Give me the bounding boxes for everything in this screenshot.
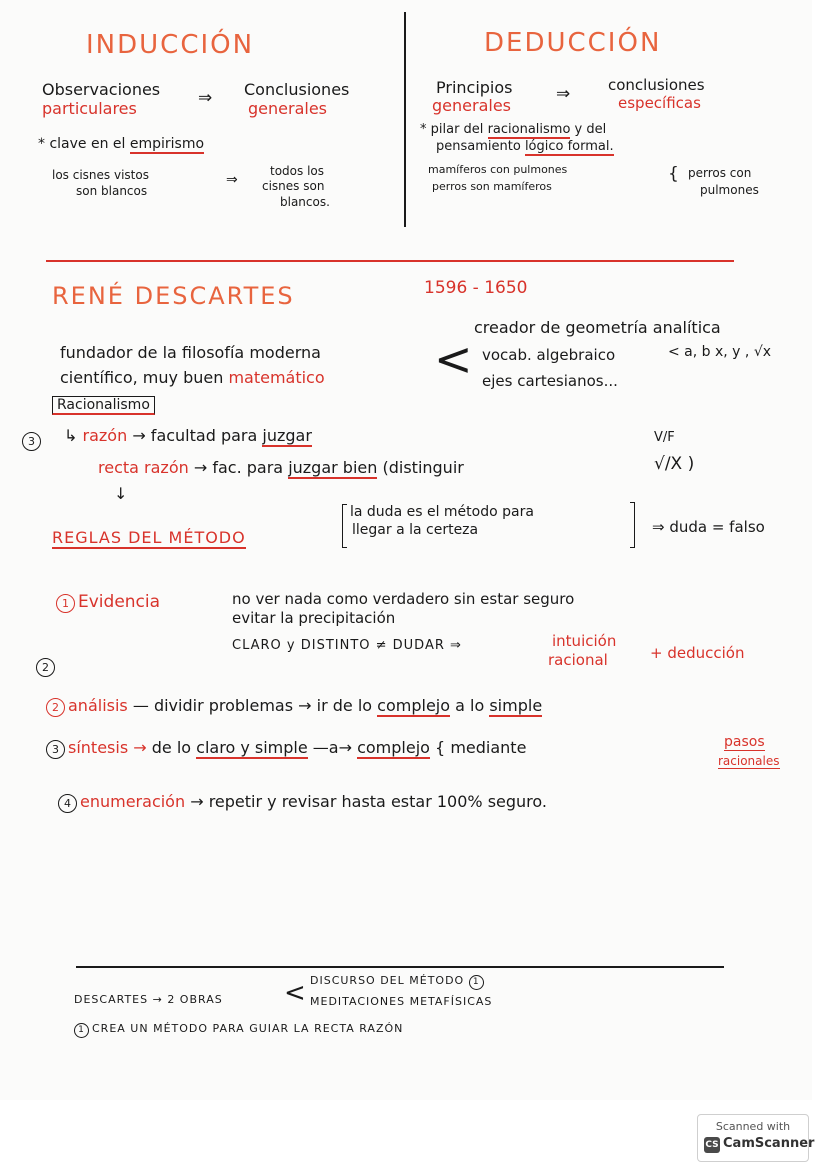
simple-text: simple	[489, 696, 543, 715]
principios-text: Principios	[436, 78, 513, 97]
example-perros: perros son mamíferos	[432, 180, 552, 193]
regla-1-desc-b: evitar la precipitación	[232, 609, 396, 627]
empirismo-text: empirismo	[129, 136, 205, 152]
scanned-with-text: Scanned with	[715, 1120, 791, 1133]
check-x-text: √/X )	[654, 454, 695, 474]
juzgar-bien-text: juzgar bien	[288, 458, 378, 477]
creador-text: creador de geometría analítica	[474, 318, 721, 337]
racionalismo-ul: racionalismo	[487, 122, 571, 137]
pensamiento-text: pensamiento lógico formal.	[436, 139, 614, 154]
circled-1-icon: 1	[56, 594, 75, 613]
logico-ul: lógico formal.	[524, 139, 614, 154]
angle-bracket-icon: <	[434, 332, 473, 386]
racional-text: racional	[548, 651, 608, 669]
bracket-right	[630, 502, 635, 548]
brace-icon: {	[668, 164, 679, 184]
regla-3: 3 síntesis → de lo claro y simple —a→ complejo { mediante	[46, 738, 526, 759]
clave-text: * clave en el empirismo	[38, 136, 205, 152]
footer-crea: 1 CREA UN MÉTODO PARA GUIAR LA RECTA RAZÓN	[74, 1022, 403, 1038]
circled-3-icon: 3	[22, 430, 44, 451]
vocab-symbols: < a, b x, y , √x	[668, 344, 772, 360]
circled-2-red-icon: 2	[46, 698, 65, 717]
recta-razon-line: recta razón → fac. para juzgar bien (distinguir	[98, 458, 464, 477]
induccion-arrow: ⇒	[198, 88, 213, 108]
example-perros-pulmones-b: pulmones	[700, 183, 759, 197]
especificas-text: específicas	[618, 94, 701, 112]
deduccion-title: DEDUCCIÓN	[484, 28, 662, 58]
circled-4-icon: 4	[58, 794, 77, 813]
complejo2-text: complejo	[357, 738, 430, 757]
descartes-title: RENÉ DESCARTES	[52, 282, 295, 310]
razon-text: razón	[82, 426, 128, 445]
fundador-text: fundador de la filosofía moderna	[60, 343, 321, 362]
duda-line-a: la duda es el método para	[350, 504, 534, 520]
racionalismo-box: Racionalismo	[52, 396, 155, 415]
cientifico-text: científico, muy buen matemático	[60, 368, 325, 387]
circled-3-icon-b: 3	[46, 740, 65, 759]
example-arrow: ⇒	[226, 172, 238, 188]
regla-4: 4 enumeración → repetir y revisar hasta estar 100% seguro.	[58, 792, 547, 813]
particulares-text: particulares	[42, 99, 137, 118]
razon-line: ↳ razón → facultad para juzgar	[64, 426, 312, 445]
example-mamiferos: mamíferos con pulmones	[428, 163, 568, 176]
camscanner-badge	[697, 1114, 815, 1162]
claro-simple-text: claro y simple	[196, 738, 308, 757]
duda-line-b: llegar a la certeza	[352, 522, 479, 538]
vf-text: V/F	[654, 430, 675, 445]
induccion-title: INDUCCIÓN	[86, 30, 255, 60]
regla-1: 1 Evidencia	[56, 592, 160, 613]
duda-falso-text: ⇒ duda = falso	[652, 518, 765, 536]
footer-divider	[76, 966, 724, 968]
bracket-left	[342, 504, 347, 548]
vertical-divider	[404, 12, 406, 227]
deduccion-text: + deducción	[650, 644, 745, 662]
reglas-title: REGLAS DEL MÉTODO	[52, 528, 246, 547]
circled-1-footer-icon-b: 1	[74, 1023, 89, 1038]
conclusiones-ded-text: conclusiones	[608, 76, 705, 94]
example-cisnes-2b: cisnes son	[262, 179, 325, 193]
footer-meditaciones: MEDITACIONES METAFÍSICAS	[310, 995, 493, 1008]
down-arrow-icon: ↓	[114, 484, 128, 503]
racionales-text: racionales	[718, 754, 780, 768]
example-cisnes-2a: todos los	[270, 164, 324, 178]
matematico-text: matemático	[228, 368, 325, 387]
intuicion-text: intuición	[552, 632, 617, 650]
pilar-text: * pilar del racionalismo y del	[420, 122, 607, 137]
observaciones-text: Observaciones	[42, 80, 161, 99]
juzgar-text: juzgar	[262, 426, 312, 445]
example-cisnes-1b: son blancos	[76, 184, 148, 198]
generales-ded-text: generales	[432, 96, 511, 115]
ejes-text: ejes cartesianos...	[482, 372, 618, 390]
circled-1-footer-icon: 1	[469, 975, 484, 990]
circled-2-icon: 2	[36, 656, 58, 677]
footer-discurso: DISCURSO DEL MÉTODO 1	[310, 974, 487, 990]
descartes-years: 1596 - 1650	[424, 278, 528, 298]
regla-1-desc-a: no ver nada como verdadero sin estar seguro	[232, 590, 575, 608]
regla-2: 2 análisis — dividir problemas → ir de lo complejo a lo simple	[46, 696, 542, 717]
conclusiones-text: Conclusiones	[244, 80, 350, 99]
claro-distinto-text: CLARO y DISTINTO ≠ DUDAR ⇒	[232, 638, 462, 653]
example-perros-pulmones-a: perros con	[688, 166, 752, 180]
example-cisnes-1a: los cisnes vistos	[52, 168, 149, 182]
pasos-text: pasos	[724, 734, 765, 750]
vocab-text: vocab. algebraico	[482, 346, 616, 364]
footer-descartes: DESCARTES → 2 OBRAS	[74, 993, 223, 1006]
complejo-text: complejo	[377, 696, 451, 715]
recta-razon-text: recta razón	[98, 458, 189, 477]
camscanner-logo-icon: CS	[704, 1137, 720, 1153]
generales-text: generales	[248, 99, 327, 118]
example-cisnes-2c: blancos.	[280, 195, 330, 209]
section-divider	[46, 260, 734, 262]
footer-angle-icon: <	[284, 978, 306, 1008]
camscanner-text: CamScanner	[723, 1136, 815, 1151]
deduccion-arrow: ⇒	[556, 84, 571, 104]
